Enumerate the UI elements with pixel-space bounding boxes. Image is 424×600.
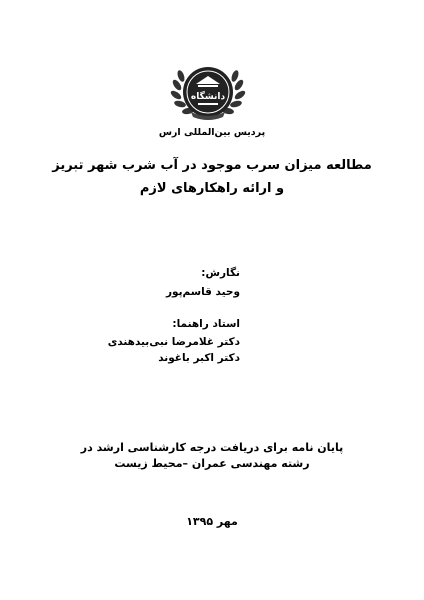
logo-text: دانشگاه — [190, 92, 226, 102]
author-label: نگارش: — [201, 267, 240, 279]
campus-name: پردیس بین‌المللی ارس — [158, 127, 266, 138]
thesis-title-line-1: مطالعه میزان سرب موجود در آب شرب شهر تبریز — [52, 158, 372, 173]
author-name: وحید قاسم‌پور — [165, 286, 240, 298]
degree-statement-line-2: رشته مهندسی عمران –محیط زیست — [114, 457, 310, 470]
submission-date: مهر ۱۳۹۵ — [186, 515, 238, 528]
thesis-title-line-2: و ارائه راهکارهای لازم — [139, 181, 285, 196]
advisor-name-2: دکتر اکبر باغوند — [158, 352, 240, 364]
degree-statement-line-1: پایان نامه برای دریافت درجه کارشناسی ارشد در — [80, 441, 344, 454]
advisor-label: استاد راهنما: — [172, 318, 240, 330]
university-logo — [163, 60, 253, 122]
advisor-name-1: دکتر غلامرضا نبی‌بیدهندی — [107, 336, 240, 348]
